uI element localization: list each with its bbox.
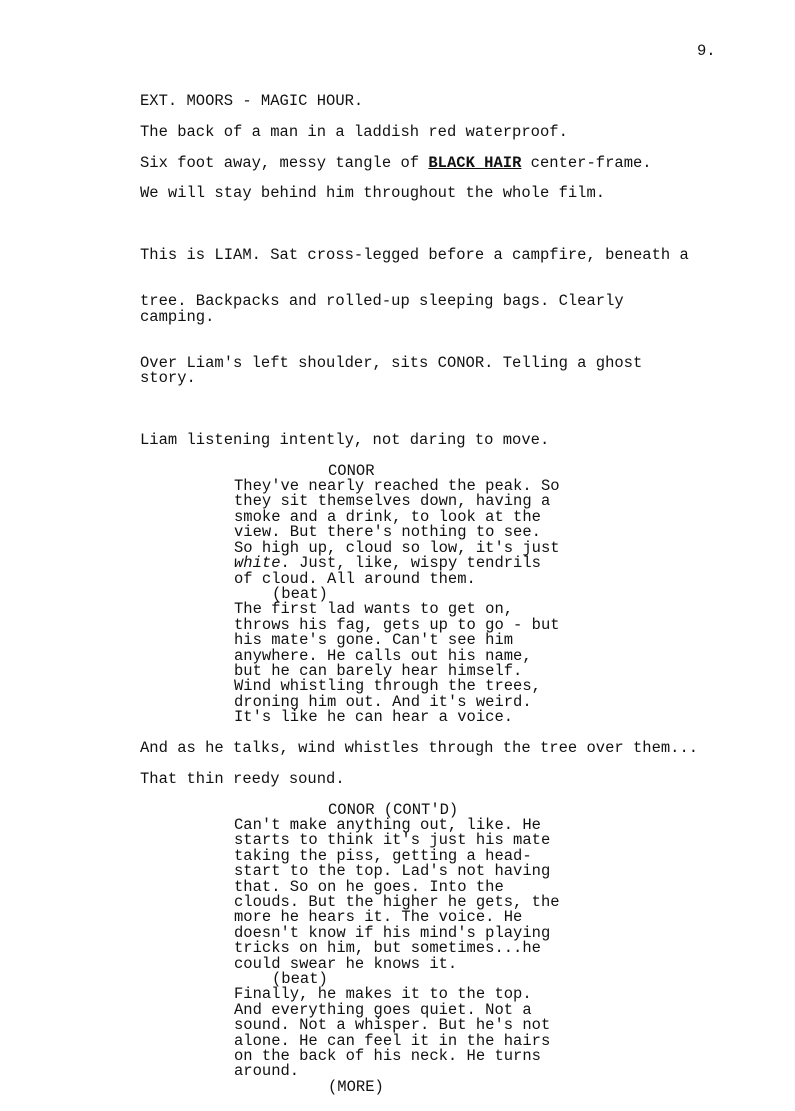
dialogue-line: start to the top. Lad's not having [234,862,551,881]
action-line-6: And as he talks, wind whistles through the tree over them... [140,738,699,757]
dialogue-line: tricks on him, but sometimes...he [234,939,541,958]
action-paragraph-4 [140,217,700,417]
action-text: Six foot away, messy tangle of [140,153,429,172]
dialogue-line: sound. Not a whisper. But he's not [234,1016,551,1035]
dialogue-line: doesn't know if his mind's playing [234,923,551,942]
dialogue-block-2 [140,800,700,1096]
action-line: Over Liam's left shoulder, sits CONOR. Telling a ghost story. [140,353,652,388]
action-line-1: The back of a man in a laddish red waterproof. [140,122,568,141]
action-text: center-frame. [521,153,652,172]
action-line-5: Liam listening intently, not daring to move. [140,430,550,449]
parenthetical: (beat) [272,584,328,603]
dialogue-line: around. [234,1062,300,1081]
action-line: tree. Backpacks and rolled-up sleeping bags. Clearly camping. [140,292,633,326]
dialogue-block-1 [140,461,700,727]
dialogue-line: view. But there's nothing to see. [234,523,541,542]
dialogue-line: Wind whistling through the trees, [234,677,541,696]
dialogue-line: they sit themselves down, having a [234,492,551,511]
dialogue-line: taking the piss, getting a head- [234,846,532,865]
dialogue-line: but he can barely hear himself. [234,661,523,680]
parenthetical: (beat) [272,970,328,989]
dialogue-line: They've nearly reached the peak. So [234,477,560,496]
dialogue-line: And everything goes quiet. Not a [234,1000,532,1019]
dialogue-line: could swear he knows it. [234,954,458,973]
scene-heading: EXT. MOORS - MAGIC HOUR. [140,92,364,110]
script-content [140,94,700,1111]
dialogue-text: . Just, like, wispy tendrils [280,554,541,573]
dialogue-line: clouds. But the higher he gets, the [234,892,560,911]
action-line-7: That thin reedy sound. [140,769,345,788]
dialogue-line: anywhere. He calls out his name, [234,646,532,665]
character-name: CONOR [328,461,375,480]
action-line-2 [140,153,700,172]
dialogue-line: The first lad wants to get on, [234,600,514,619]
emphasized-text: BLACK HAIR [428,153,522,172]
dialogue-line: his mate's gone. Can't see him [234,631,514,650]
dialogue-line: on the back of his neck. He turns [234,1047,541,1066]
more-marker: (MORE) [328,1077,384,1096]
dialogue-line: starts to think it's just his mate [234,831,551,850]
dialogue-line: smoke and a drink, to look at the [234,507,541,526]
character-name: CONOR (CONT'D) [328,800,459,819]
dialogue-line: that. So on he goes. Into the [234,877,504,896]
dialogue-line: So high up, cloud so low, it's just [234,538,560,557]
dialogue-line: Can't make anything out, like. He [234,815,541,834]
dialogue-line: alone. He can feel it in the hairs [234,1031,551,1050]
dialogue-line: more he hears it. The voice. He [234,908,523,927]
action-line: This is LIAM. Sat cross-legged before a campfire, beneath a [140,246,689,264]
dialogue-line: of cloud. All around them. [234,569,476,588]
dialogue-line: throws his fag, gets up to go - but [234,615,560,634]
action-line-3: We will stay behind him throughout the whole film. [140,184,606,203]
dialogue-line: It's like he can hear a voice. [234,708,514,727]
dialogue-line: Finally, he makes it to the top. [234,985,532,1004]
dialogue-line: droning him out. And it's weird. [234,692,532,711]
italic-text: white [234,554,281,573]
page-number: 9. [697,42,716,60]
